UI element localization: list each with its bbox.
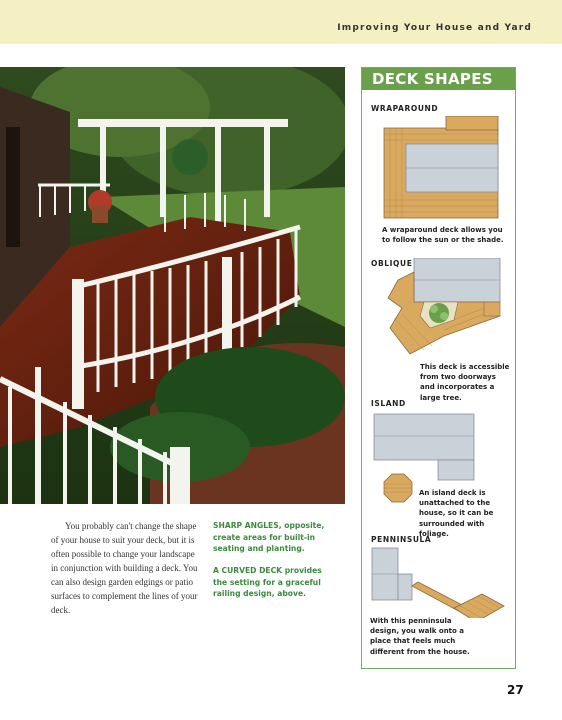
shape-label-island: ISLAND	[371, 399, 406, 408]
caption-penninsula: With this penninsula design, you walk onto a place that feels much different from the house.	[370, 617, 470, 656]
shape-label-wraparound: WRAPAROUND	[371, 104, 439, 113]
shape-label-penninsula: PENNINSULA	[371, 535, 432, 544]
shape-label-oblique: OBLIQUE	[371, 259, 413, 268]
running-title: Improving Your House and Yard	[337, 23, 532, 33]
body-paragraph: You probably can't change the shape of your house to suit your deck, but it is often possible to change your landscape in conjunction with building a deck. You can also design garden edgings or patio surfaces to complement the lines of your deck.	[51, 521, 198, 615]
caption-wraparound: A wraparound deck allows you to follow the sun or the shade.	[382, 226, 504, 245]
deck-shapes-sidebar	[361, 67, 516, 669]
caption-island: An island deck is unattached to the house, so it can be surrounded with foliage.	[419, 489, 494, 538]
caption-oblique: This deck is accessible from two doorways and incorporates a large tree.	[420, 363, 510, 402]
sidebar-title: DECK SHAPES	[362, 68, 515, 90]
page-number: 27	[507, 683, 524, 697]
caption-curved-deck: A CURVED DECK provides the setting for a graceful railing design, above.	[213, 566, 322, 598]
wraparound-diagram	[380, 116, 502, 222]
oblique-diagram	[384, 258, 506, 358]
header-band	[0, 0, 562, 44]
curved-deck-photo	[0, 67, 345, 504]
caption-sharp-angles: SHARP ANGLES, opposite, create areas for built-in seating and planting.	[213, 521, 325, 553]
penninsula-diagram	[370, 546, 508, 618]
